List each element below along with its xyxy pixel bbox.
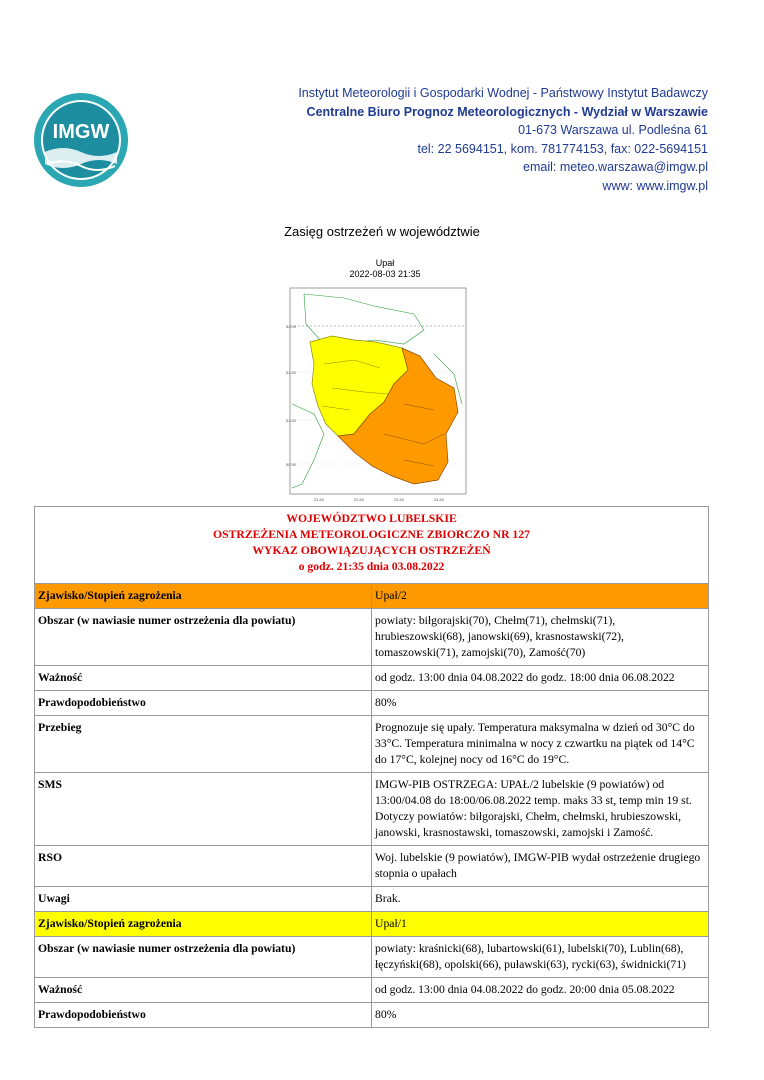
bulletin-header — [35, 507, 709, 584]
map-section-title: Zasięg ostrzeżeń w województwie — [284, 224, 480, 239]
label-probability: Prawdopodobieństwo — [35, 1003, 372, 1028]
warning-2-validity-row — [35, 978, 709, 1003]
website[interactable]: www: www.imgw.pl — [602, 178, 708, 193]
validity-value: od godz. 13:00 dnia 04.08.2022 do godz. 18:00 dnia 06.08.2022 — [372, 666, 709, 691]
institute-name: Instytut Meteorologii i Gospodarki Wodnej - Państwowy Instytut Badawczy — [298, 86, 708, 100]
area-value: powiaty: biłgorajski(70), Chełm(71), chełmski(71), hrubieszowski(68), janowski(69), krasnostawski(72), tomaszowski(71), zamojski(70), Zamość(70) — [372, 609, 709, 666]
probability-value: 80% — [372, 691, 709, 716]
phenomenon-value: Upał/2 — [372, 584, 709, 609]
course-value: Prognozuje się upały. Temperatura maksymalna w dzień od 30°C do 33°C. Temperatura minimalna w nocy z czwartku na piątek od 14°C do 17°C, kolejnej nocy od 16°C do 19°C. — [372, 716, 709, 773]
probability-value: 80% — [372, 1003, 709, 1028]
warning-1-notes-row — [35, 887, 709, 912]
label-phenomenon: Zjawisko/Stopień zagrożenia — [35, 912, 372, 937]
department-name: Centralne Biuro Prognoz Meteorologicznych - Wydział w Warszawie — [306, 104, 708, 119]
imgw-logo — [33, 92, 129, 188]
label-area: Obszar (w nawiasie numer ostrzeżenia dla powiatu) — [35, 609, 372, 666]
warning-2-area-row — [35, 937, 709, 978]
label-validity: Ważność — [35, 978, 372, 1003]
svg-text:51.50: 51.50 — [286, 370, 297, 375]
warning-1-validity-row — [35, 666, 709, 691]
label-rso: RSO — [35, 846, 372, 887]
label-probability: Prawdopodobieństwo — [35, 691, 372, 716]
bulletin-datetime: o godz. 21:35 dnia 03.08.2022 — [298, 560, 445, 573]
phone: tel: 22 5694151, kom. 781774153, fax: 022-5694151 — [417, 141, 708, 156]
map-caption — [280, 258, 490, 280]
svg-text:24.50: 24.50 — [434, 497, 445, 502]
voivodeship-title: WOJEWÓDZTWO LUBELSKIE — [286, 512, 457, 525]
label-sms: SMS — [35, 773, 372, 846]
area-value: powiaty: kraśnicki(68), lubartowski(61), lubelski(70), Lublin(68), łęczyński(68), opolski(66), puławski(63), rycki(63), świdnicki(71) — [372, 937, 709, 978]
bulletin-list-title: WYKAZ OBOWIĄZUJĄCYCH OSTRZEŻEŃ — [252, 544, 491, 557]
warning-2-probability-row — [35, 1003, 709, 1028]
bulletin-number: OSTRZEŻENIA METEOROLOGICZNE ZBIORCZO NR 127 — [213, 528, 530, 541]
map-caption-title: Upał — [375, 258, 395, 268]
warning-1-probability-row — [35, 691, 709, 716]
warning-map — [284, 284, 474, 506]
address: 01-673 Warszawa ul. Podleśna 61 — [518, 123, 708, 138]
warning-1-area-row — [35, 609, 709, 666]
warnings-table — [34, 506, 709, 1028]
warning-1-course-row — [35, 716, 709, 773]
phenomenon-value: Upał/1 — [372, 912, 709, 937]
notes-value: Brak. — [372, 887, 709, 912]
label-notes: Uwagi — [35, 887, 372, 912]
warning-1-phenomenon-row — [35, 584, 709, 609]
label-phenomenon: Zjawisko/Stopień zagrożenia — [35, 584, 372, 609]
label-area: Obszar (w nawiasie numer ostrzeżenia dla powiatu) — [35, 937, 372, 978]
label-validity: Ważność — [35, 666, 372, 691]
svg-text:23.50: 23.50 — [394, 497, 405, 502]
warning-2-phenomenon-row — [35, 912, 709, 937]
svg-text:22.50: 22.50 — [354, 497, 365, 502]
email[interactable]: email: meteo.warszawa@imgw.pl — [523, 160, 708, 175]
label-course: Przebieg — [35, 716, 372, 773]
svg-text:51.00: 51.00 — [286, 418, 297, 423]
warning-1-rso-row — [35, 846, 709, 887]
validity-value: od godz. 13:00 dnia 04.08.2022 do godz. 20:00 dnia 05.08.2022 — [372, 978, 709, 1003]
svg-text:21.50: 21.50 — [314, 497, 325, 502]
map-caption-datetime: 2022-08-03 21:35 — [349, 269, 421, 279]
sms-value: IMGW-PIB OSTRZEGA: UPAŁ/2 lubelskie (9 powiatów) od 13:00/04.08 do 18:00/06.08.2022 temp. maks 33 st, temp min 19 st. Dotyczy powiatów: biłgorajski, Chełm, chełmski, hrubieszowski, janowski, krasnostawski, tomaszowski, zamojski i Zamość. — [372, 773, 709, 846]
warning-1-sms-row — [35, 773, 709, 846]
rso-value: Woj. lubelskie (9 powiatów), IMGW-PIB wydał ostrzeżenie drugiego stopnia o upałach — [372, 846, 709, 887]
logo-text: IMGW — [52, 121, 110, 143]
svg-text:52.00: 52.00 — [286, 324, 297, 329]
institute-header — [298, 84, 708, 196]
svg-text:50.50: 50.50 — [286, 462, 297, 467]
